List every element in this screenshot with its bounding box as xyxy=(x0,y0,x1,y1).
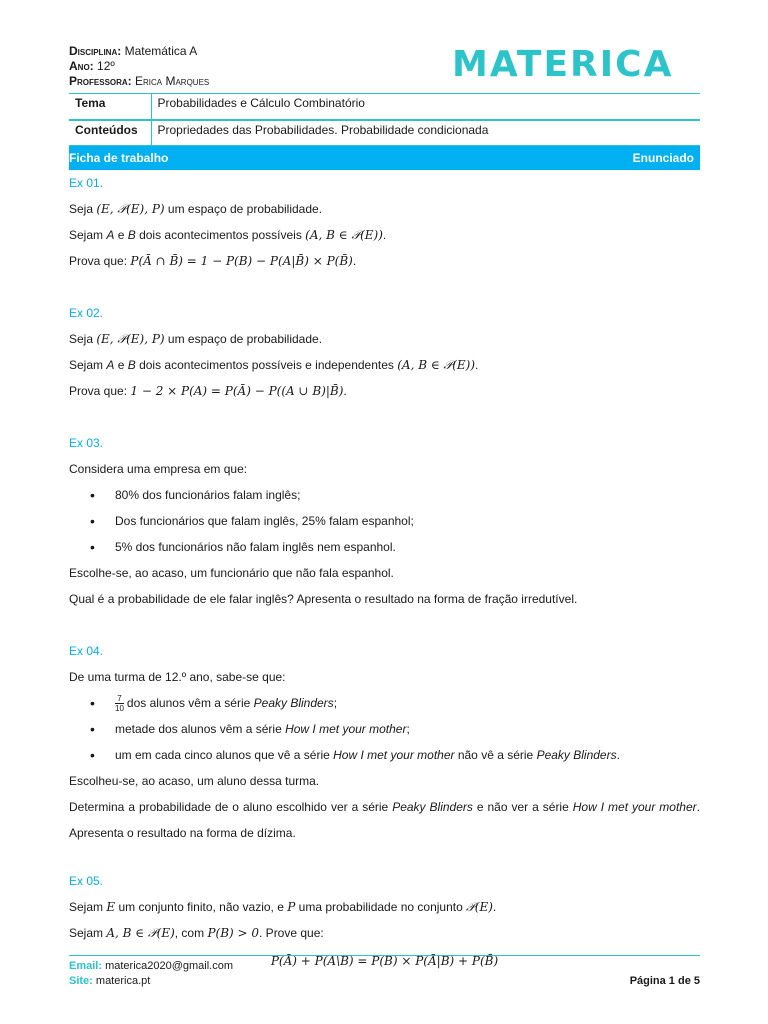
series-title: Peaky Blinders xyxy=(253,696,334,710)
math: (E, 𝒫(E), P) xyxy=(96,332,165,346)
exercises xyxy=(69,174,700,976)
exercise-1 xyxy=(69,174,700,274)
text: Sejam xyxy=(69,228,107,242)
series-title: How I met your mother xyxy=(572,800,697,814)
list-item xyxy=(90,742,700,768)
exercise-line xyxy=(69,352,700,378)
series-title: Peaky Blinders xyxy=(536,748,617,762)
list-item xyxy=(90,690,700,716)
series-title: How I met your mother xyxy=(333,748,455,762)
year-row xyxy=(69,59,209,74)
exercise-title: Ex 04. xyxy=(69,644,104,658)
exercise-title: Ex 03. xyxy=(69,436,104,450)
tema-label: Tema xyxy=(69,94,151,120)
text: ; xyxy=(333,696,338,710)
series-title: How I met your mother xyxy=(285,722,407,736)
math: (A, B ∈ 𝒫(E)) xyxy=(305,228,383,242)
fraction-numerator: • 7 xyxy=(115,694,124,704)
text: ; xyxy=(406,722,410,736)
exercise-line xyxy=(69,248,700,274)
exercise-title: Ex 05. xyxy=(69,874,104,888)
list-item: • 5% dos funcionários não falam inglês nem espanhol. xyxy=(90,534,700,560)
tema-value: Probabilidades e Cálculo Combinatório xyxy=(157,96,365,110)
text: Determina a probabilidade de o aluno escolhido ver a série xyxy=(69,800,393,814)
text: Prova que: xyxy=(69,384,131,398)
math: A, B ∈ 𝒫(E) xyxy=(106,926,175,940)
text: um espaço de probabilidade. xyxy=(164,202,323,216)
text: Seja xyxy=(69,202,97,216)
text: . xyxy=(382,228,387,242)
math: E xyxy=(106,900,116,914)
email-link[interactable]: materica2020@gmail.com xyxy=(105,960,234,972)
text: dos alunos vêm a série xyxy=(126,696,254,710)
text: e xyxy=(114,228,128,242)
discipline-label: Disciplina: xyxy=(69,44,122,58)
exercise-line xyxy=(69,222,700,248)
text: dois acontecimentos possíveis e independentes xyxy=(135,358,398,372)
header-info xyxy=(69,44,209,89)
site-label: Site: xyxy=(69,975,93,987)
exercise-title: Ex 02. xyxy=(69,306,104,320)
exercise-line xyxy=(69,378,700,404)
conteudos-value: Propriedades das Probabilidades. Probabilidade condicionada xyxy=(157,122,489,137)
footer-email xyxy=(69,959,700,974)
text: um conjunto finito, não vazio, e xyxy=(115,900,288,914)
text: . Prove que: xyxy=(259,926,324,940)
page-number: Página 1 de 5 xyxy=(629,975,700,987)
page-footer xyxy=(69,955,700,989)
topic-table xyxy=(69,93,700,147)
exercise-line xyxy=(69,326,700,352)
bullet-list xyxy=(90,690,700,768)
year-label: Ano: xyxy=(69,59,94,73)
series-title: Peaky Blinders xyxy=(392,800,473,814)
math: A xyxy=(106,358,115,372)
list-item: • 80% dos funcionários falam inglês; xyxy=(90,482,700,508)
math: P(Ā ∩ B̄) = 1 − P(B) − P(A|B̄) × P(B̄) xyxy=(130,254,353,268)
teacher-label: Professora: xyxy=(69,74,132,88)
site-link[interactable]: materica.pt xyxy=(95,975,151,987)
exercise-line: Escolheu-se, ao acaso, um aluno dessa turma. xyxy=(69,774,320,788)
math: (E, 𝒫(E), P) xyxy=(96,202,165,216)
text: . xyxy=(343,384,347,398)
statement-label: Enunciado xyxy=(632,151,694,165)
bullet-list xyxy=(90,482,700,560)
exercise-title: Ex 01. xyxy=(69,176,104,190)
text: e xyxy=(114,358,128,372)
exercise-4 xyxy=(69,642,700,846)
exercise-intro: De uma turma de 12.º ano, sabe-se que: xyxy=(69,670,286,684)
discipline-row xyxy=(69,44,209,59)
list-item: • Dos funcionários que falam inglês, 25% falam espanhol; xyxy=(90,508,700,534)
math: P(B) > 0 xyxy=(207,926,260,940)
exercise-line: Escolhe-se, ao acaso, um funcionário que não fala espanhol. xyxy=(69,566,394,580)
fraction xyxy=(115,694,124,713)
text: Seja xyxy=(69,332,97,346)
text: . xyxy=(616,748,620,762)
text: não vê a série xyxy=(454,748,537,762)
exercise-line xyxy=(69,196,700,222)
text: um espaço de probabilidade. xyxy=(164,332,323,346)
text: Sejam xyxy=(69,900,107,914)
exercise-line xyxy=(69,920,700,946)
text: . xyxy=(352,254,357,268)
text: . xyxy=(492,900,497,914)
list-item xyxy=(90,716,700,742)
text: metade dos alunos vêm a série xyxy=(115,722,286,736)
materica-logo: MATERICA xyxy=(452,44,674,85)
math: 1 − 2 × P(A) = P(Ā) − P((A ∪ B)|B̄) xyxy=(130,384,344,398)
conteudos-row xyxy=(69,120,700,146)
tema-row xyxy=(69,94,700,120)
teacher-value: Erica Marques xyxy=(135,74,210,88)
math: 𝒫(E) xyxy=(466,900,493,914)
math: B xyxy=(127,358,136,372)
text: . xyxy=(475,358,479,372)
text: Sejam xyxy=(69,926,107,940)
exercise-2 xyxy=(69,304,700,404)
text: Sejam xyxy=(69,358,107,372)
text: Prova que: xyxy=(69,254,131,268)
text: . Apresenta o resultado na forma de dízima. xyxy=(69,800,700,840)
discipline-value: Matemática A xyxy=(124,44,198,58)
email-label: Email: xyxy=(69,960,103,972)
exercise-3 xyxy=(69,434,700,612)
math: P xyxy=(287,900,296,914)
worksheet-label: Ficha de trabalho xyxy=(69,151,169,165)
text: dois acontecimentos possíveis xyxy=(135,228,306,242)
text: uma probabilidade no conjunto xyxy=(295,900,467,914)
worksheet-bar xyxy=(69,146,700,170)
text: um em cada cinco alunos que vê a série xyxy=(115,748,334,762)
math: (A, B ∈ 𝒫(E)) xyxy=(397,358,475,372)
text: , com xyxy=(174,926,208,940)
year-value: 12º xyxy=(97,59,115,73)
exercise-line: Qual é a probabilidade de ele falar inglês? Apresenta o resultado na forma de fração irredutível. xyxy=(69,592,578,606)
math: A xyxy=(106,228,115,242)
conteudos-label: Conteúdos xyxy=(69,120,151,146)
footer-site xyxy=(69,974,700,989)
text: e não ver a série xyxy=(472,800,573,814)
exercise-line xyxy=(69,894,700,920)
teacher-row xyxy=(69,74,209,89)
fraction-denominator: 10 xyxy=(115,704,124,714)
exercise-intro: Considera uma empresa em que: xyxy=(69,462,248,476)
math: P(Ā) + P(A\B) = P(B) × P(Ā|B) + P(B̄) xyxy=(270,954,499,968)
exercise-paragraph xyxy=(69,794,700,846)
math: B xyxy=(127,228,136,242)
